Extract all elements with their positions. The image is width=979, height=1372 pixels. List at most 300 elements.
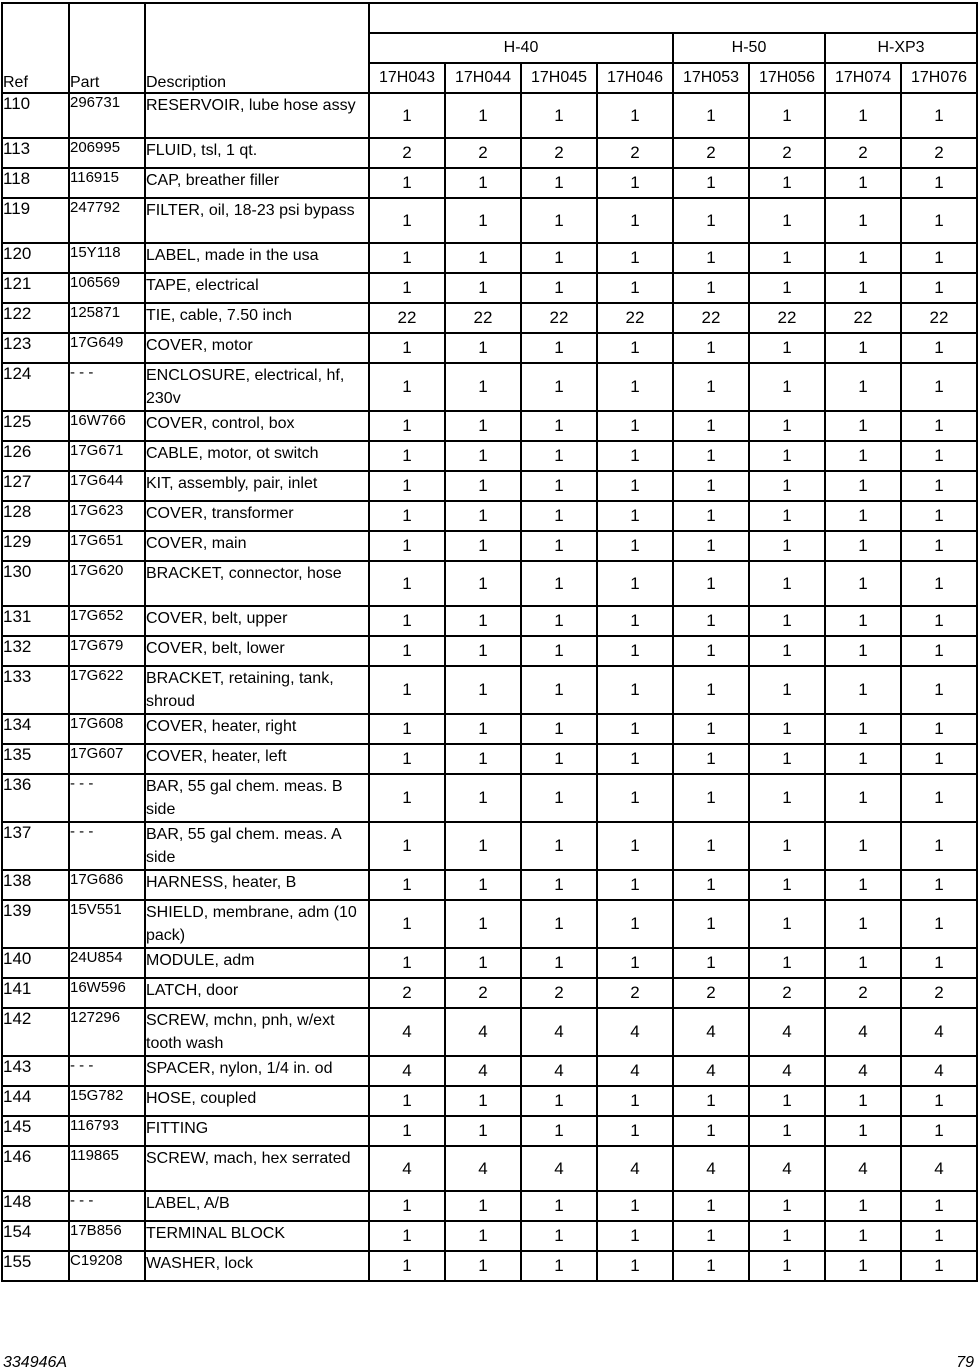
ref-cell: 125 <box>2 411 69 441</box>
quantity-cell: 1 <box>597 198 673 243</box>
quantity-cell: 1 <box>521 1086 597 1116</box>
part-number-cell: 17G622 <box>69 666 145 714</box>
description-cell: MODULE, adm <box>145 948 369 978</box>
quantity-cell: 1 <box>521 531 597 561</box>
description-cell: LATCH, door <box>145 978 369 1008</box>
quantity-cell: 1 <box>673 900 749 948</box>
quantity-cell: 1 <box>901 744 977 774</box>
quantity-cell: 1 <box>445 744 521 774</box>
description-cell: COVER, main <box>145 531 369 561</box>
quantity-cell: 1 <box>445 93 521 138</box>
group-header-hxp3: H-XP3 <box>825 33 977 63</box>
ref-cell: 137 <box>2 822 69 870</box>
part-number-cell: 206995 <box>69 138 145 168</box>
quantity-cell: 1 <box>673 774 749 822</box>
quantity-cell: 1 <box>445 948 521 978</box>
table-row <box>2 1251 977 1281</box>
quantity-cell: 1 <box>825 501 901 531</box>
description-cell: LABEL, made in the usa <box>145 243 369 273</box>
quantity-cell: 1 <box>369 606 445 636</box>
quantity-cell: 1 <box>369 501 445 531</box>
quantity-cell: 1 <box>749 471 825 501</box>
quantity-cell: 1 <box>901 531 977 561</box>
quantity-cell: 1 <box>749 1221 825 1251</box>
quantity-cell: 1 <box>901 441 977 471</box>
quantity-cell: 1 <box>521 168 597 198</box>
quantity-cell: 1 <box>597 561 673 606</box>
quantity-cell: 1 <box>597 900 673 948</box>
part-number-cell: 17G679 <box>69 636 145 666</box>
quantity-cell: 1 <box>825 363 901 411</box>
model-header: 17H056 <box>749 63 825 93</box>
quantity-cell: 1 <box>673 606 749 636</box>
quantity-cell: 1 <box>901 1221 977 1251</box>
table-row <box>2 978 977 1008</box>
document-number: 334946A <box>3 1354 68 1371</box>
quantity-cell: 4 <box>673 1056 749 1086</box>
part-number-cell: 17G686 <box>69 870 145 900</box>
quantity-cell: 4 <box>445 1056 521 1086</box>
ref-cell: 126 <box>2 441 69 471</box>
table-row <box>2 666 977 714</box>
quantity-cell: 2 <box>825 978 901 1008</box>
description-cell: COVER, belt, upper <box>145 606 369 636</box>
part-number-cell: 17B856 <box>69 1221 145 1251</box>
description-cell: BRACKET, connector, hose <box>145 561 369 606</box>
quantity-cell: 1 <box>825 333 901 363</box>
quantity-cell: 1 <box>445 471 521 501</box>
quantity-cell: 1 <box>445 411 521 441</box>
quantity-cell: 4 <box>597 1056 673 1086</box>
ref-cell: 140 <box>2 948 69 978</box>
quantity-cell: 1 <box>749 744 825 774</box>
quantity-cell: 1 <box>901 333 977 363</box>
quantity-cell: 1 <box>521 333 597 363</box>
description-cell: TIE, cable, 7.50 inch <box>145 303 369 333</box>
quantity-cell: 1 <box>901 636 977 666</box>
quantity-cell: 2 <box>445 978 521 1008</box>
quantity-cell: 1 <box>825 471 901 501</box>
quantity-cell: 1 <box>597 948 673 978</box>
quantity-cell: 1 <box>521 744 597 774</box>
quantity-cell: 1 <box>521 870 597 900</box>
quantity-cell: 22 <box>673 303 749 333</box>
quantity-cell: 2 <box>825 138 901 168</box>
part-number-cell: 17G671 <box>69 441 145 471</box>
quantity-cell: 1 <box>597 93 673 138</box>
quantity-cell: 1 <box>749 198 825 243</box>
quantity-cell: 1 <box>749 948 825 978</box>
ref-cell: 120 <box>2 243 69 273</box>
part-number-cell: - - - <box>69 1191 145 1221</box>
group-header-h50: H-50 <box>673 33 825 63</box>
ref-cell: 129 <box>2 531 69 561</box>
ref-cell: 130 <box>2 561 69 606</box>
quantity-cell: 1 <box>597 606 673 636</box>
quantity-cell: 1 <box>901 1116 977 1146</box>
quantity-cell: 1 <box>673 561 749 606</box>
quantity-cell: 1 <box>901 561 977 606</box>
model-header: 17H074 <box>825 63 901 93</box>
quantity-cell: 1 <box>369 198 445 243</box>
quantity-cell: 1 <box>445 1221 521 1251</box>
quantity-cell: 4 <box>749 1056 825 1086</box>
quantity-cell: 1 <box>597 870 673 900</box>
ref-cell: 123 <box>2 333 69 363</box>
quantity-cell: 1 <box>673 870 749 900</box>
quantity-cell: 1 <box>749 870 825 900</box>
quantity-cell: 1 <box>673 243 749 273</box>
quantity-cell: 1 <box>749 774 825 822</box>
quantity-cell: 1 <box>369 333 445 363</box>
quantity-cell: 1 <box>369 714 445 744</box>
quantity-cell: 1 <box>445 168 521 198</box>
quantity-cell: 1 <box>521 561 597 606</box>
quantity-cell: 1 <box>445 243 521 273</box>
table-row <box>2 138 977 168</box>
table-row <box>2 411 977 441</box>
quantity-cell: 1 <box>825 636 901 666</box>
quantity-cell: 1 <box>901 900 977 948</box>
quantity-cell: 1 <box>445 774 521 822</box>
part-number-cell: 17G649 <box>69 333 145 363</box>
quantity-cell: 1 <box>369 774 445 822</box>
quantity-cell: 1 <box>825 561 901 606</box>
description-cell: HARNESS, heater, B <box>145 870 369 900</box>
ref-cell: 146 <box>2 1146 69 1191</box>
quantity-cell: 1 <box>445 531 521 561</box>
quantity-cell: 1 <box>445 870 521 900</box>
ref-cell: 138 <box>2 870 69 900</box>
table-row <box>2 303 977 333</box>
quantity-cell: 1 <box>825 273 901 303</box>
quantity-cell: 4 <box>597 1008 673 1056</box>
ref-cell: 148 <box>2 1191 69 1221</box>
quantity-cell: 1 <box>673 168 749 198</box>
quantity-cell: 1 <box>445 1086 521 1116</box>
quantity-cell: 1 <box>673 636 749 666</box>
quantity-cell: 4 <box>521 1146 597 1191</box>
quantity-cell: 1 <box>749 501 825 531</box>
quantity-cell: 1 <box>825 1191 901 1221</box>
quantity-cell: 4 <box>901 1146 977 1191</box>
quantity-cell: 2 <box>673 978 749 1008</box>
table-row <box>2 948 977 978</box>
group-header-h40: H-40 <box>369 33 673 63</box>
quantity-cell: 1 <box>825 1221 901 1251</box>
part-number-cell: 15Y118 <box>69 243 145 273</box>
quantity-cell: 2 <box>749 978 825 1008</box>
table-row <box>2 1116 977 1146</box>
quantity-cell: 1 <box>597 471 673 501</box>
quantity-cell: 1 <box>445 714 521 744</box>
quantity-cell: 1 <box>825 606 901 636</box>
quantity-cell: 1 <box>749 363 825 411</box>
quantity-cell: 1 <box>901 168 977 198</box>
quantity-cell: 1 <box>597 666 673 714</box>
part-number-cell: 106569 <box>69 273 145 303</box>
quantity-cell: 1 <box>369 441 445 471</box>
part-number-cell: 17G607 <box>69 744 145 774</box>
quantity-cell: 1 <box>521 471 597 501</box>
quantity-cell: 2 <box>521 138 597 168</box>
quantity-cell: 4 <box>521 1008 597 1056</box>
quantity-cell: 4 <box>901 1008 977 1056</box>
parts-rows <box>2 93 977 1281</box>
table-row <box>2 714 977 744</box>
quantity-cell: 1 <box>521 636 597 666</box>
quantity-cell: 1 <box>901 822 977 870</box>
description-cell: BAR, 55 gal chem. meas. B side <box>145 774 369 822</box>
table-row <box>2 561 977 606</box>
quantity-cell: 1 <box>369 363 445 411</box>
table-row <box>2 1008 977 1056</box>
quantity-cell: 1 <box>445 198 521 243</box>
quantity-cell: 1 <box>749 606 825 636</box>
quantity-cell: 1 <box>901 774 977 822</box>
part-number-cell: - - - <box>69 774 145 822</box>
quantity-cell: 1 <box>901 1191 977 1221</box>
quantity-cell: 2 <box>597 978 673 1008</box>
part-number-cell: 116915 <box>69 168 145 198</box>
quantity-cell: 1 <box>369 948 445 978</box>
quantity-cell: 1 <box>369 411 445 441</box>
ref-cell: 122 <box>2 303 69 333</box>
quantity-cell: 2 <box>369 978 445 1008</box>
quantity-cell: 22 <box>597 303 673 333</box>
quantity-cell: 1 <box>825 531 901 561</box>
part-number-cell: 17G652 <box>69 606 145 636</box>
quantity-cell: 1 <box>445 606 521 636</box>
quantity-cell: 1 <box>901 198 977 243</box>
description-cell: TERMINAL BLOCK <box>145 1221 369 1251</box>
quantity-cell: 1 <box>521 501 597 531</box>
description-cell: BAR, 55 gal chem. meas. A side <box>145 822 369 870</box>
ref-cell: 134 <box>2 714 69 744</box>
quantity-cell: 22 <box>901 303 977 333</box>
quantity-cell: 4 <box>825 1146 901 1191</box>
quantity-cell: 1 <box>521 714 597 744</box>
quantity-cell: 1 <box>597 1116 673 1146</box>
model-header: 17H046 <box>597 63 673 93</box>
table-row <box>2 198 977 243</box>
quantity-cell: 1 <box>445 1251 521 1281</box>
quantity-cell: 4 <box>445 1008 521 1056</box>
quantity-cell: 1 <box>597 714 673 744</box>
quantity-cell: 2 <box>673 138 749 168</box>
part-number-cell: - - - <box>69 1056 145 1086</box>
model-header: 17H043 <box>369 63 445 93</box>
quantity-cell: 22 <box>749 303 825 333</box>
quantity-cell: 1 <box>445 822 521 870</box>
description-cell: COVER, control, box <box>145 411 369 441</box>
quantity-cell: 1 <box>825 870 901 900</box>
ref-header: Ref <box>2 3 69 93</box>
quantity-cell: 1 <box>749 1191 825 1221</box>
ref-cell: 135 <box>2 744 69 774</box>
quantity-cell: 1 <box>673 1191 749 1221</box>
quantity-cell: 1 <box>749 714 825 744</box>
table-row <box>2 441 977 471</box>
quantity-cell: 1 <box>673 1116 749 1146</box>
description-cell: COVER, belt, lower <box>145 636 369 666</box>
quantity-cell: 1 <box>521 441 597 471</box>
quantity-cell: 1 <box>825 411 901 441</box>
description-cell: HOSE, coupled <box>145 1086 369 1116</box>
table-row <box>2 822 977 870</box>
quantity-cell: 1 <box>901 273 977 303</box>
description-cell: RESERVOIR, lube hose assy <box>145 93 369 138</box>
table-row <box>2 744 977 774</box>
quantity-cell: 1 <box>673 501 749 531</box>
part-number-cell: 16W766 <box>69 411 145 441</box>
table-row <box>2 93 977 138</box>
description-cell: COVER, heater, left <box>145 744 369 774</box>
quantity-cell: 1 <box>597 363 673 411</box>
quantity-cell: 1 <box>825 774 901 822</box>
ref-cell: 133 <box>2 666 69 714</box>
quantity-cell: 1 <box>673 1221 749 1251</box>
table-row <box>2 1056 977 1086</box>
quantity-cell: 1 <box>749 1116 825 1146</box>
model-header: 17H053 <box>673 63 749 93</box>
quantity-cell: 1 <box>673 666 749 714</box>
quantity-cell: 22 <box>825 303 901 333</box>
table-row <box>2 471 977 501</box>
quantity-cell: 1 <box>369 93 445 138</box>
quantity-cell: 1 <box>521 273 597 303</box>
quantity-cell: 1 <box>901 606 977 636</box>
quantity-cell: 1 <box>825 744 901 774</box>
table-row <box>2 363 977 411</box>
ref-cell: 144 <box>2 1086 69 1116</box>
quantity-cell: 1 <box>825 93 901 138</box>
quantity-cell: 1 <box>445 363 521 411</box>
quantity-cell: 1 <box>445 561 521 606</box>
quantity-cell: 1 <box>597 501 673 531</box>
quantity-cell: 1 <box>825 1251 901 1281</box>
quantity-cell: 1 <box>825 243 901 273</box>
quantity-cell: 1 <box>597 411 673 441</box>
quantity-cell: 1 <box>749 243 825 273</box>
quantity-cell: 1 <box>369 471 445 501</box>
quantity-cell: 1 <box>445 666 521 714</box>
quantity-cell: 4 <box>369 1146 445 1191</box>
quantity-cell: 1 <box>521 948 597 978</box>
quantity-cell: 1 <box>597 333 673 363</box>
ref-cell: 121 <box>2 273 69 303</box>
quantity-cell: 1 <box>445 636 521 666</box>
quantity-cell: 1 <box>901 501 977 531</box>
quantity-cell: 1 <box>369 1116 445 1146</box>
quantity-cell: 22 <box>521 303 597 333</box>
quantity-cell: 1 <box>445 1191 521 1221</box>
ref-cell: 131 <box>2 606 69 636</box>
quantity-cell: 1 <box>445 1116 521 1146</box>
quantity-cell: 4 <box>673 1008 749 1056</box>
quantity-cell: 1 <box>749 1251 825 1281</box>
description-cell: COVER, motor <box>145 333 369 363</box>
quantity-cell: 1 <box>673 1086 749 1116</box>
quantity-cell: 1 <box>825 1086 901 1116</box>
ref-cell: 127 <box>2 471 69 501</box>
description-cell: SHIELD, membrane, adm (10 pack) <box>145 900 369 948</box>
quantity-cell: 1 <box>521 1191 597 1221</box>
description-header: Description <box>145 3 369 93</box>
quantity-cell: 1 <box>901 666 977 714</box>
quantity-cell: 22 <box>369 303 445 333</box>
ref-cell: 139 <box>2 900 69 948</box>
quantity-cell: 1 <box>825 900 901 948</box>
part-number-cell: 17G608 <box>69 714 145 744</box>
quantity-cell: 1 <box>369 1251 445 1281</box>
description-cell: SCREW, mchn, pnh, w/ext tooth wash <box>145 1008 369 1056</box>
quantity-cell: 1 <box>369 561 445 606</box>
table-row <box>2 636 977 666</box>
quantity-cell: 1 <box>445 900 521 948</box>
quantity-cell: 1 <box>673 93 749 138</box>
quantity-cell: 1 <box>597 1251 673 1281</box>
ref-cell: 136 <box>2 774 69 822</box>
description-cell: ENCLOSURE, electrical, hf, 230v <box>145 363 369 411</box>
ref-cell: 118 <box>2 168 69 198</box>
model-header: 17H076 <box>901 63 977 93</box>
part-number-cell: 247792 <box>69 198 145 243</box>
ref-cell: 124 <box>2 363 69 411</box>
quantity-cell: 2 <box>369 138 445 168</box>
quantity-cell: 1 <box>901 1086 977 1116</box>
quantity-cell: 2 <box>749 138 825 168</box>
quantity-cell: 1 <box>521 666 597 714</box>
table-row <box>2 243 977 273</box>
description-cell: BRACKET, retaining, tank, shroud <box>145 666 369 714</box>
table-row <box>2 1191 977 1221</box>
quantity-cell: 1 <box>369 744 445 774</box>
description-cell: COVER, transformer <box>145 501 369 531</box>
quantity-cell: 1 <box>369 1191 445 1221</box>
quantity-cell: 1 <box>369 1086 445 1116</box>
quantity-cell: 1 <box>749 561 825 606</box>
description-cell: SCREW, mach, hex serrated <box>145 1146 369 1191</box>
quantity-cell: 1 <box>749 531 825 561</box>
quantity-cell: 1 <box>369 900 445 948</box>
quantity-cell: 4 <box>369 1056 445 1086</box>
description-cell: WASHER, lock <box>145 1251 369 1281</box>
ref-cell: 155 <box>2 1251 69 1281</box>
quantity-cell: 1 <box>369 636 445 666</box>
part-number-cell: 15V551 <box>69 900 145 948</box>
quantity-cell: 1 <box>369 243 445 273</box>
part-number-cell: 24U854 <box>69 948 145 978</box>
description-cell: FILTER, oil, 18-23 psi bypass <box>145 198 369 243</box>
quantity-cell: 1 <box>445 273 521 303</box>
quantity-cell: 1 <box>673 1251 749 1281</box>
part-number-cell: 15G782 <box>69 1086 145 1116</box>
quantity-cell: 1 <box>597 822 673 870</box>
quantity-cell: 1 <box>673 531 749 561</box>
quantity-cell: 1 <box>369 273 445 303</box>
table-row <box>2 273 977 303</box>
ref-cell: 143 <box>2 1056 69 1086</box>
part-number-cell: - - - <box>69 363 145 411</box>
quantity-cell: 1 <box>749 636 825 666</box>
table-row <box>2 1221 977 1251</box>
quantity-cell: 1 <box>521 1116 597 1146</box>
quantity-cell: 1 <box>901 363 977 411</box>
quantity-cell: 1 <box>749 411 825 441</box>
quantity-cell: 1 <box>749 168 825 198</box>
quantity-cell: 4 <box>445 1146 521 1191</box>
